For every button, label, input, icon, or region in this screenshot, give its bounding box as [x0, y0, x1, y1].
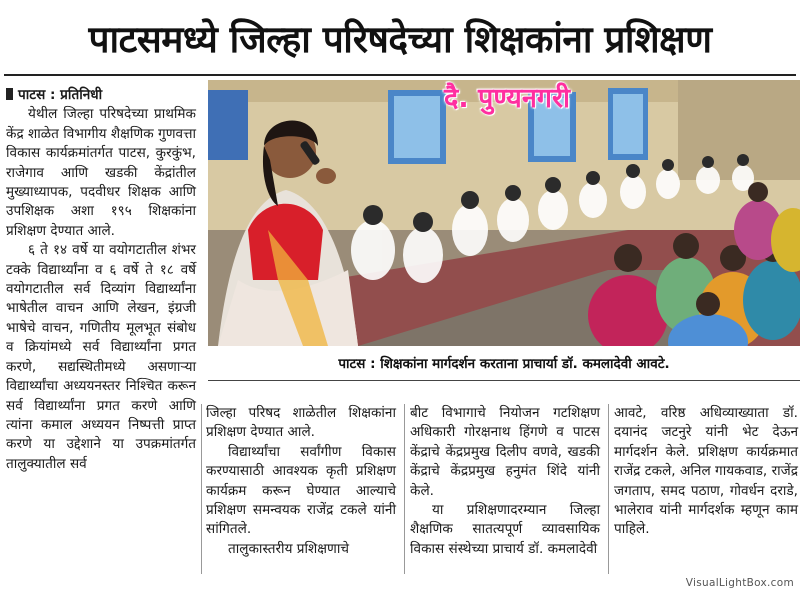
article-column-2 — [206, 404, 396, 559]
watermark: VisualLightBox.com — [685, 577, 794, 589]
column4-paragraph-1: आवटे, वरिष्ठ अधिव्याख्याता डॉ. दयानंद जटनुरे यांनी भेट देऊन मार्गदर्शन केले. प्रशिक्षण कार्यक्रमात राजेंद्र टकले, अनिल गायकवाड, राजेंद्र जगताप, समद पठाण, गोवर्धन दराडे, भालेराव यांनी मार्गदर्शक म्हणून काम पाहिले. — [614, 405, 798, 538]
article-column-1 — [6, 86, 196, 474]
column3-paragraph-2: या प्रशिक्षणादरम्यान जिल्हा शैक्षणिक सातत्यपूर्ण व्यावसायिक विकास संस्थेच्या प्राचार्य डॉ. कमलादेवी — [410, 502, 600, 557]
column3-paragraph-1: बीट विभागाचे नियोजन गटशिक्षण अधिकारी गोरक्षनाथ हिंगणे व पाटस केंद्राचे केंद्रप्रमुख दिलीप वणवे, खडकी केंद्राचे केंद्रप्रमुख हनुमंत शिंदे यांनी केले. — [410, 405, 600, 499]
news-photo — [208, 80, 800, 346]
caption-rule — [208, 380, 800, 381]
column2-paragraph-3: तालुकास्तरीय प्रशिक्षणाचे — [228, 540, 349, 557]
news-photo-illustration — [208, 80, 800, 346]
column1-paragraph-1: येथील जिल्हा परिषदेच्या प्राथमिक केंद्र शाळेत विभागीय शैक्षणिक गुणवत्ता विकास कार्यक्रमांतर्गत पाटस, कुरकुंभ, राजेगाव आणि खडकी केंद्रांतील मुख्याध्यापक, पदवीधर शिक्षक आणि उपशिक्षक अशा १९५ शिक्षकांना प्रशिक्षण देण्यात आले. — [6, 106, 196, 239]
column1-paragraph-2: ६ ते १४ वर्षे या वयोगटातील शंभर टक्के विद्यार्थ्यांना व ६ वर्षे ते १८ वर्षे वयोगटातील सर्व दिव्यांग विद्यार्थ्यांना भाषेतील वाचन आणि लेखन, इंग्रजी भाषेचे वाचन, गणितीय मूलभूत संबोध व क्रियांमध्ये सर्व विद्यार्थ्यांना प्रगत करणे, सद्यस्थितीमध्ये असणाऱ्या विद्यार्थ्यांचा अध्ययनस्तर निश्चित करून सर्व विद्यार्थ्यांना प्रगत करणे आणि त्यांना कमाल अध्ययन निष्पत्ती प्राप्त करणे या उद्देशाने या उपक्रमांतर्गत तालुक्यातील सर्व — [6, 242, 196, 472]
column-divider — [404, 404, 405, 574]
column2-paragraph-2: विद्यार्थ्यांचा सर्वांगीण विकास करण्यासाठी आवश्यक कृती प्रशिक्षण कार्यक्रम करून घेण्यात आल्याचे प्रशिक्षण समन्वयक राजेंद्र टकले यांनी सांगितले. — [206, 443, 396, 538]
article-column-4 — [614, 404, 798, 540]
photo-caption: पाटस : शिक्षकांना मार्गदर्शन करताना प्राचार्या डॉ. कमलादेवी आवटे. — [338, 356, 670, 372]
masthead-logo: दै. पुण्यनगरी — [444, 83, 571, 114]
headline-rule — [4, 74, 796, 76]
dateline-text: पाटस : प्रतिनिधी — [18, 87, 103, 103]
headline: पाटसमध्ये जिल्हा परिषदेच्या शिक्षकांना प्रशिक्षण — [88, 17, 712, 61]
dateline — [6, 86, 196, 105]
article-column-3 — [410, 404, 600, 559]
column-divider — [608, 404, 609, 574]
column-divider — [201, 404, 202, 574]
column2-paragraph-1: जिल्हा परिषद शाळेतील शिक्षकांना प्रशिक्षण देण्यात आले. — [206, 405, 396, 441]
dateline-marker-icon — [6, 88, 13, 100]
